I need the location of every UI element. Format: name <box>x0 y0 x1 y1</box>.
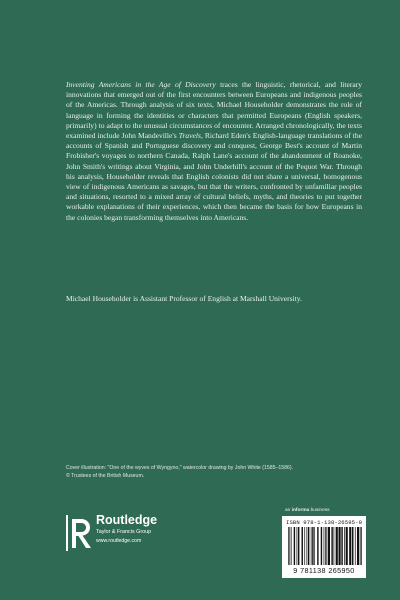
description-part-2: , Richard Eden's English-language translations of the accounts of Spanish and Portuguese discovery and conquest, George Best's account of Martin Frobisher's voyages to northern Canada, Ralph Lane's account of the abandonment of Roanoke, John Smith's writings about Virginia, and John Underhill's account of the Pequot War. Through his analysis, Householder reveals that English colonists did not share a universal, homogenous view of indigenous Americans as savages, but that the writers, confronted by unfamiliar peoples and situations, resorted to a mixed array of cultural beliefs, myths, and theories to put together workable explanations of their experiences, which then became the basis for how Europeans in the colonies began transforming themselves into Americans. <box>66 131 362 222</box>
barcode-bar <box>349 527 351 565</box>
publisher-url[interactable]: www.routledge.com <box>96 538 142 544</box>
barcode-bar <box>361 527 362 565</box>
publisher-group: Taylor & Francis Group <box>96 529 152 535</box>
barcode-bar <box>304 527 305 565</box>
barcode-bar <box>288 527 289 565</box>
barcode-bar <box>328 527 330 565</box>
informa-prefix: an <box>285 508 292 513</box>
barcode-bar <box>298 527 299 565</box>
routledge-r-icon <box>66 515 94 551</box>
isbn-label: ISBN 978-1-138-26595-0 <box>286 519 363 526</box>
barcode-bar <box>331 527 332 565</box>
cover-credit-line-2: © Trustees of the British Museum. <box>66 473 145 479</box>
book-description <box>66 80 362 223</box>
barcode-bar <box>334 527 335 565</box>
publisher-name: Routledge <box>96 513 158 527</box>
informa-brand: informa <box>291 508 310 513</box>
barcode-bar <box>355 527 356 565</box>
barcode-bar <box>291 527 292 565</box>
barcode-bar <box>357 527 359 565</box>
barcode-bar <box>289 527 290 565</box>
barcode-bar <box>314 527 315 565</box>
barcode-bar <box>294 527 295 565</box>
barcode-bar <box>360 527 361 565</box>
barcode-bar <box>324 527 325 565</box>
barcode-panel <box>282 516 366 578</box>
barcode-bar <box>336 527 338 565</box>
barcode-bar <box>307 527 308 565</box>
barcode-bar <box>302 527 303 565</box>
barcode-bar <box>325 527 326 565</box>
author-bio: Michael Householder is Assistant Professor of English at Marshall University. <box>66 294 302 303</box>
barcode-number: 9 781138 265950 <box>293 566 355 575</box>
barcode-bar <box>317 527 318 565</box>
barcode-bar <box>339 527 341 565</box>
cover-credit <box>66 464 366 480</box>
barcode-bar <box>312 527 313 565</box>
travels-title: Travels <box>178 131 201 141</box>
barcode-bar <box>311 527 312 565</box>
description-part-1: traces the linguistic, rhetorical, and literary innovations that emerged out of the first encounters between Europeans and indigenous peoples of the Americas. Through analysis of six texts, Michael Householder demonstrates the role of language in forming the identities or characters that permitted Europeans (English speakers, primarily) to adapt to the unusual circumstances of encounter. Arranged chronologically, the texts examined include John Mandeville's <box>66 80 362 141</box>
barcode-bar <box>308 527 309 565</box>
cover-credit-line-1: Cover illustration: "One of the wyves of Wyngyno," watercolor drawing by John White (1585–1586). <box>66 465 294 471</box>
barcode-bar <box>344 527 345 565</box>
barcode-bar <box>352 527 353 565</box>
barcode-bar <box>341 527 342 565</box>
informa-business-label <box>285 508 330 513</box>
book-title: Inventing Americans in the Age of Discovery <box>66 80 216 89</box>
barcode-bar <box>321 527 322 565</box>
barcode-bar <box>326 527 327 565</box>
informa-suffix: business <box>309 508 330 513</box>
barcode-bar <box>346 527 348 565</box>
barcode-bar <box>297 527 298 565</box>
barcode-icon <box>288 527 362 565</box>
